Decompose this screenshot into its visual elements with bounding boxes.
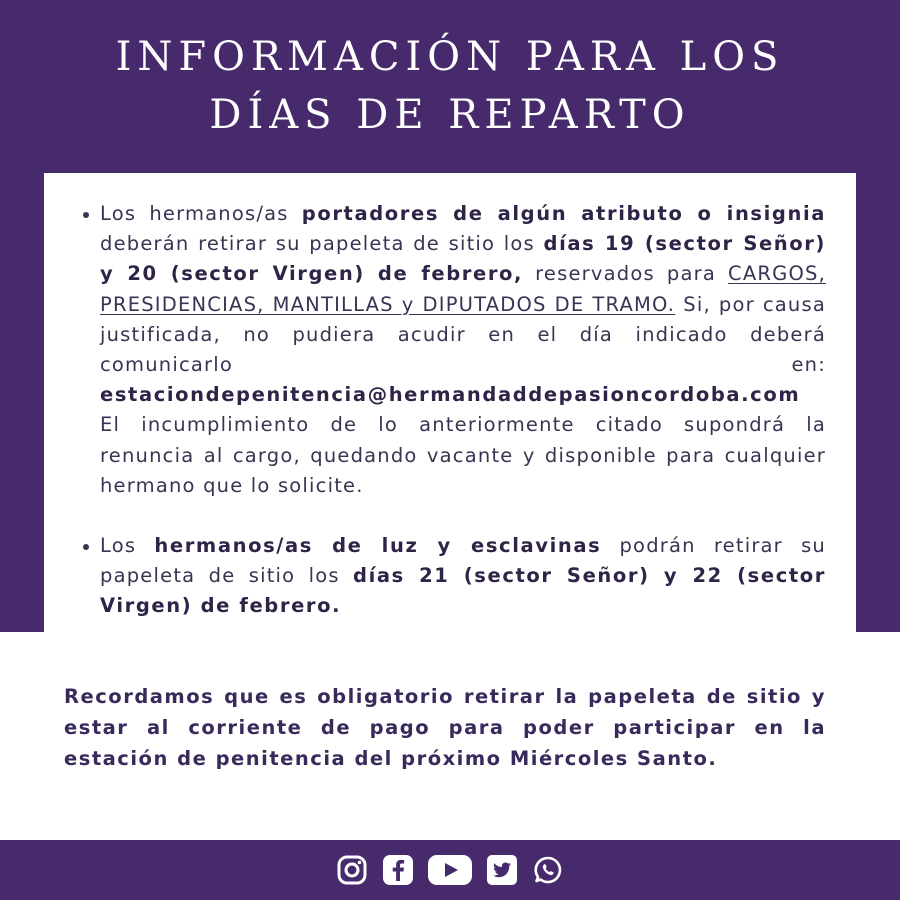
text: reservados para xyxy=(523,262,729,286)
title-line-1: INFORMACIÓN PARA LOS xyxy=(115,34,785,80)
bullet-icon xyxy=(83,212,89,218)
page-title xyxy=(0,28,900,144)
info-card xyxy=(44,173,856,635)
text: Si, por causa justificada, no pudiera acudir en el día indicado deberá comunicarlo en: xyxy=(100,292,826,377)
facebook-icon[interactable] xyxy=(381,853,415,887)
text: deberán retirar su papeleta de sitio los xyxy=(100,232,544,256)
list-item-portadores xyxy=(100,199,826,501)
reminder-text: Recordamos que es obligatorio retirar la papeleta de sitio y estar al corriente de pago para poder participar en la estación de penitencia del próximo Miércoles Santo. xyxy=(64,685,826,770)
text: Los xyxy=(100,534,155,558)
bold-text: hermanos/as de luz y esclavinas xyxy=(154,534,602,558)
text: El incumplimiento de lo anteriormente citado supondrá la renuncia al cargo, quedando vacante y disponible para cualquier hermano que lo solicite. xyxy=(100,413,826,497)
info-list xyxy=(100,199,826,622)
twitter-icon[interactable] xyxy=(485,853,519,887)
youtube-icon[interactable] xyxy=(427,853,473,887)
bullet-icon xyxy=(83,544,89,550)
instagram-icon[interactable] xyxy=(335,853,369,887)
title-line-2: DÍAS DE REPARTO xyxy=(209,92,691,138)
underlined-roles: CARGOS, PRESIDENCIAS, MANTILLAS y DIPUTADOS DE TRAMO. xyxy=(100,262,826,316)
text: podrán retirar su papeleta de sitio los xyxy=(100,534,826,588)
bold-dates: días 19 (sector Señor) y 20 (sector Virgen) de febrero, xyxy=(100,232,826,286)
whatsapp-icon[interactable] xyxy=(531,853,565,887)
text: Los hermanos/as xyxy=(100,202,302,225)
bold-dates: días 21 (sector Señor) y 22 (sector Virgen) de febrero. xyxy=(100,564,826,618)
bold-text: portadores de algún atributo o insignia xyxy=(301,202,826,225)
email-address[interactable]: estaciondepenitencia@hermandaddepasioncordoba.com xyxy=(100,383,801,407)
list-item-luz-esclavinas xyxy=(100,531,826,622)
social-footer xyxy=(0,840,900,900)
